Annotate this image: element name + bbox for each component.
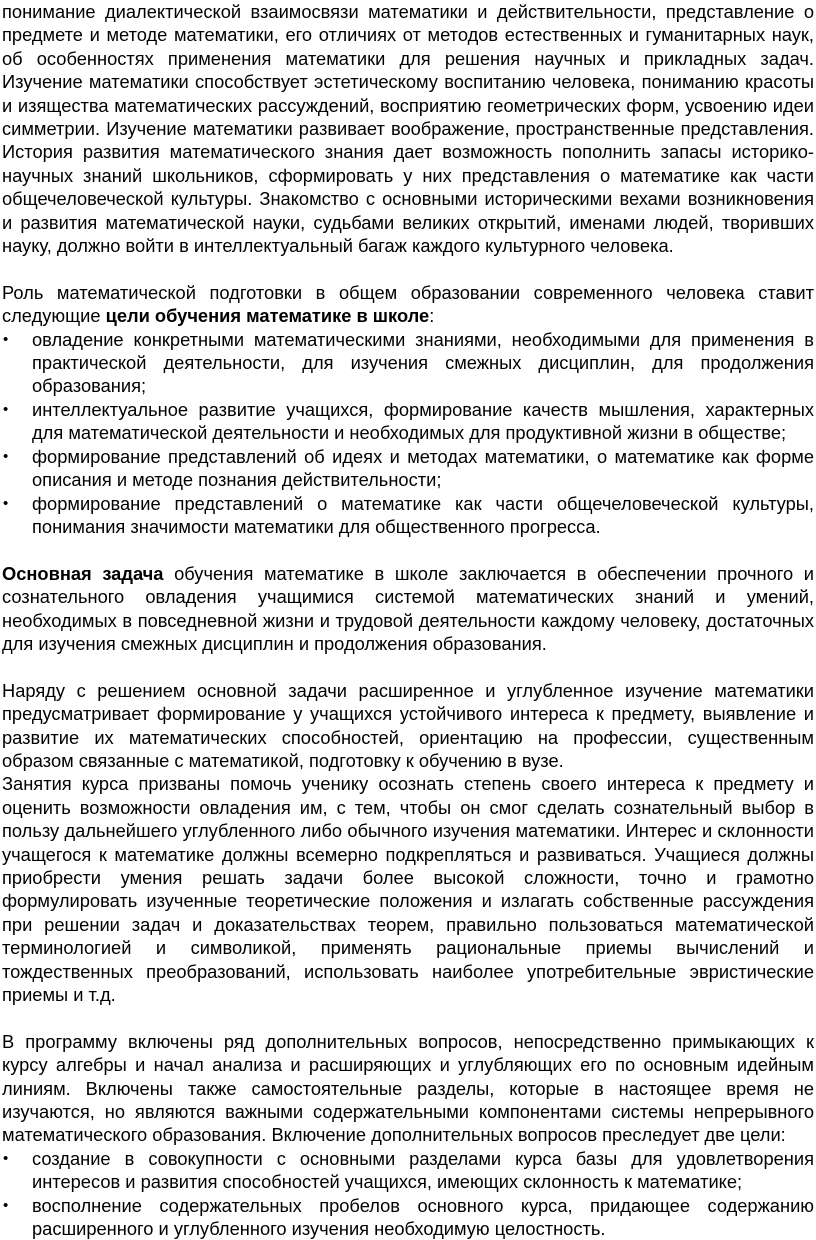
list-item: • восполнение содержательных пробелов основного курса, придающее содержанию расширенного и углубленного изучения необходимую целостность. [2,1194,814,1240]
list-item: • создание в совокупности с основными разделами курса базы для удовлетворения интересов и развития способностей учащихся, имеющих склонность к математике; [2,1147,814,1194]
paragraph-course-sessions: Занятия курса призваны помочь ученику осознать степень своего интереса к предмету и оценить возможности овладения им, с тем, чтобы он смог сделать сознательный выбор в пользу дальнейшего углубленного либо обычного изучения математики. Интерес и склонности учащегося к математике должны всемерно подкрепляться и развиваться. Учащиеся должны приобрести умения решать задачи более высокой сложности, точно и грамотно формулировать изученные теоретические положения и излагать собственные рассуждения при решении задач и доказательствах теорем, правильно пользоваться математической терминологией и символикой, применять рациональные приемы вычислений и тождественных преобразований, использовать наиболее употребительные эвристические приемы и т.д. [2,773,814,1006]
paragraph-intro: понимание диалектической взаимосвязи математики и действительности, представление о предмете и методе математики, его отличиях от методов естественных и гуманитарных наук, об особенностях применения математики для решения научных и прикладных задач. Изучение математики способствует эстетическому воспитанию человека, пониманию красоты и изящества математических рассуждений, восприятию геометрических форм, усвоению идеи симметрии. Изучение математики развивает воображение, пространственные представления. История развития математического знания дает возможность пополнить запасы историко-научных знаний школьников, сформировать у них представления о математике как части общечеловеческой культуры. Знакомство с основными историческими вехами возникновения и развития математической науки, судьбами великих открытий, именами людей, творивших науку, должно войти в интеллектуальный багаж каждого культурного человека. [2,1,814,257]
list-item: • формирование представлений об идеях и методах математики, о математике как форме описания и методе познания действительности; [2,445,814,492]
paragraph-extended-study: Наряду с решением основной задачи расширенное и углубленное изучение математики предусматривает формирование у учащихся устойчивого интереса к предмету, выявление и развитие их математических способностей, ориентацию на профессии, существенным образом связанные с математикой, подготовку к обучению в вузе. [2,679,814,771]
paragraph-main-task [2,562,814,656]
main-task-text: обучения математике в школе заключается в обеспечении прочного и сознательного овладения учащимися системой математических знаний и умений, необходимых в повседневной жизни и трудовой деятельности каждому человеку, достаточных для изучения смежных дисциплин и продолжения образования. [2,562,815,654]
paragraph-gap [2,257,814,280]
goals-bold-phrase: цели обучения математике в школе [105,305,430,327]
paragraph-gap [2,538,814,561]
paragraph-goals-lead [2,281,814,328]
list-item: • овладение конкретными математическими знаниями, необходимыми для применения в практической деятельности, для изучения смежных дисциплин, для продолжения образования; [2,328,814,398]
main-task-bold: Основная задача [2,562,164,584]
extra-goals-list [2,1147,814,1240]
goals-lead-text: Роль математической подготовки в общем образовании современного человека ставит следующие [2,281,814,327]
list-item: • интеллектуальное развитие учащихся, формирование качеств мышления, характерных для математической деятельности и необходимых для продуктивной жизни в обществе; [2,398,814,445]
goals-lead-tail: : [429,305,435,327]
paragraph-gap [2,1006,814,1029]
paragraph-gap [2,655,814,678]
list-item: • формирование представлений о математике как части общечеловеческой культуры, понимания значимости математики для общественного прогресса. [2,492,814,539]
paragraph-program: В программу включены ряд дополнительных вопросов, непосредственно примыкающих к курсу алгебры и начал анализа и расширяющих и углубляющих его по основным идейным линиям. Включены также самостоятельные разделы, которые в настоящее время не изучаются, но являются важными содержательными компонентами системы непрерывного математического образования. Включение дополнительных вопросов преследует две цели: [2,1030,814,1146]
goals-list [2,328,814,539]
